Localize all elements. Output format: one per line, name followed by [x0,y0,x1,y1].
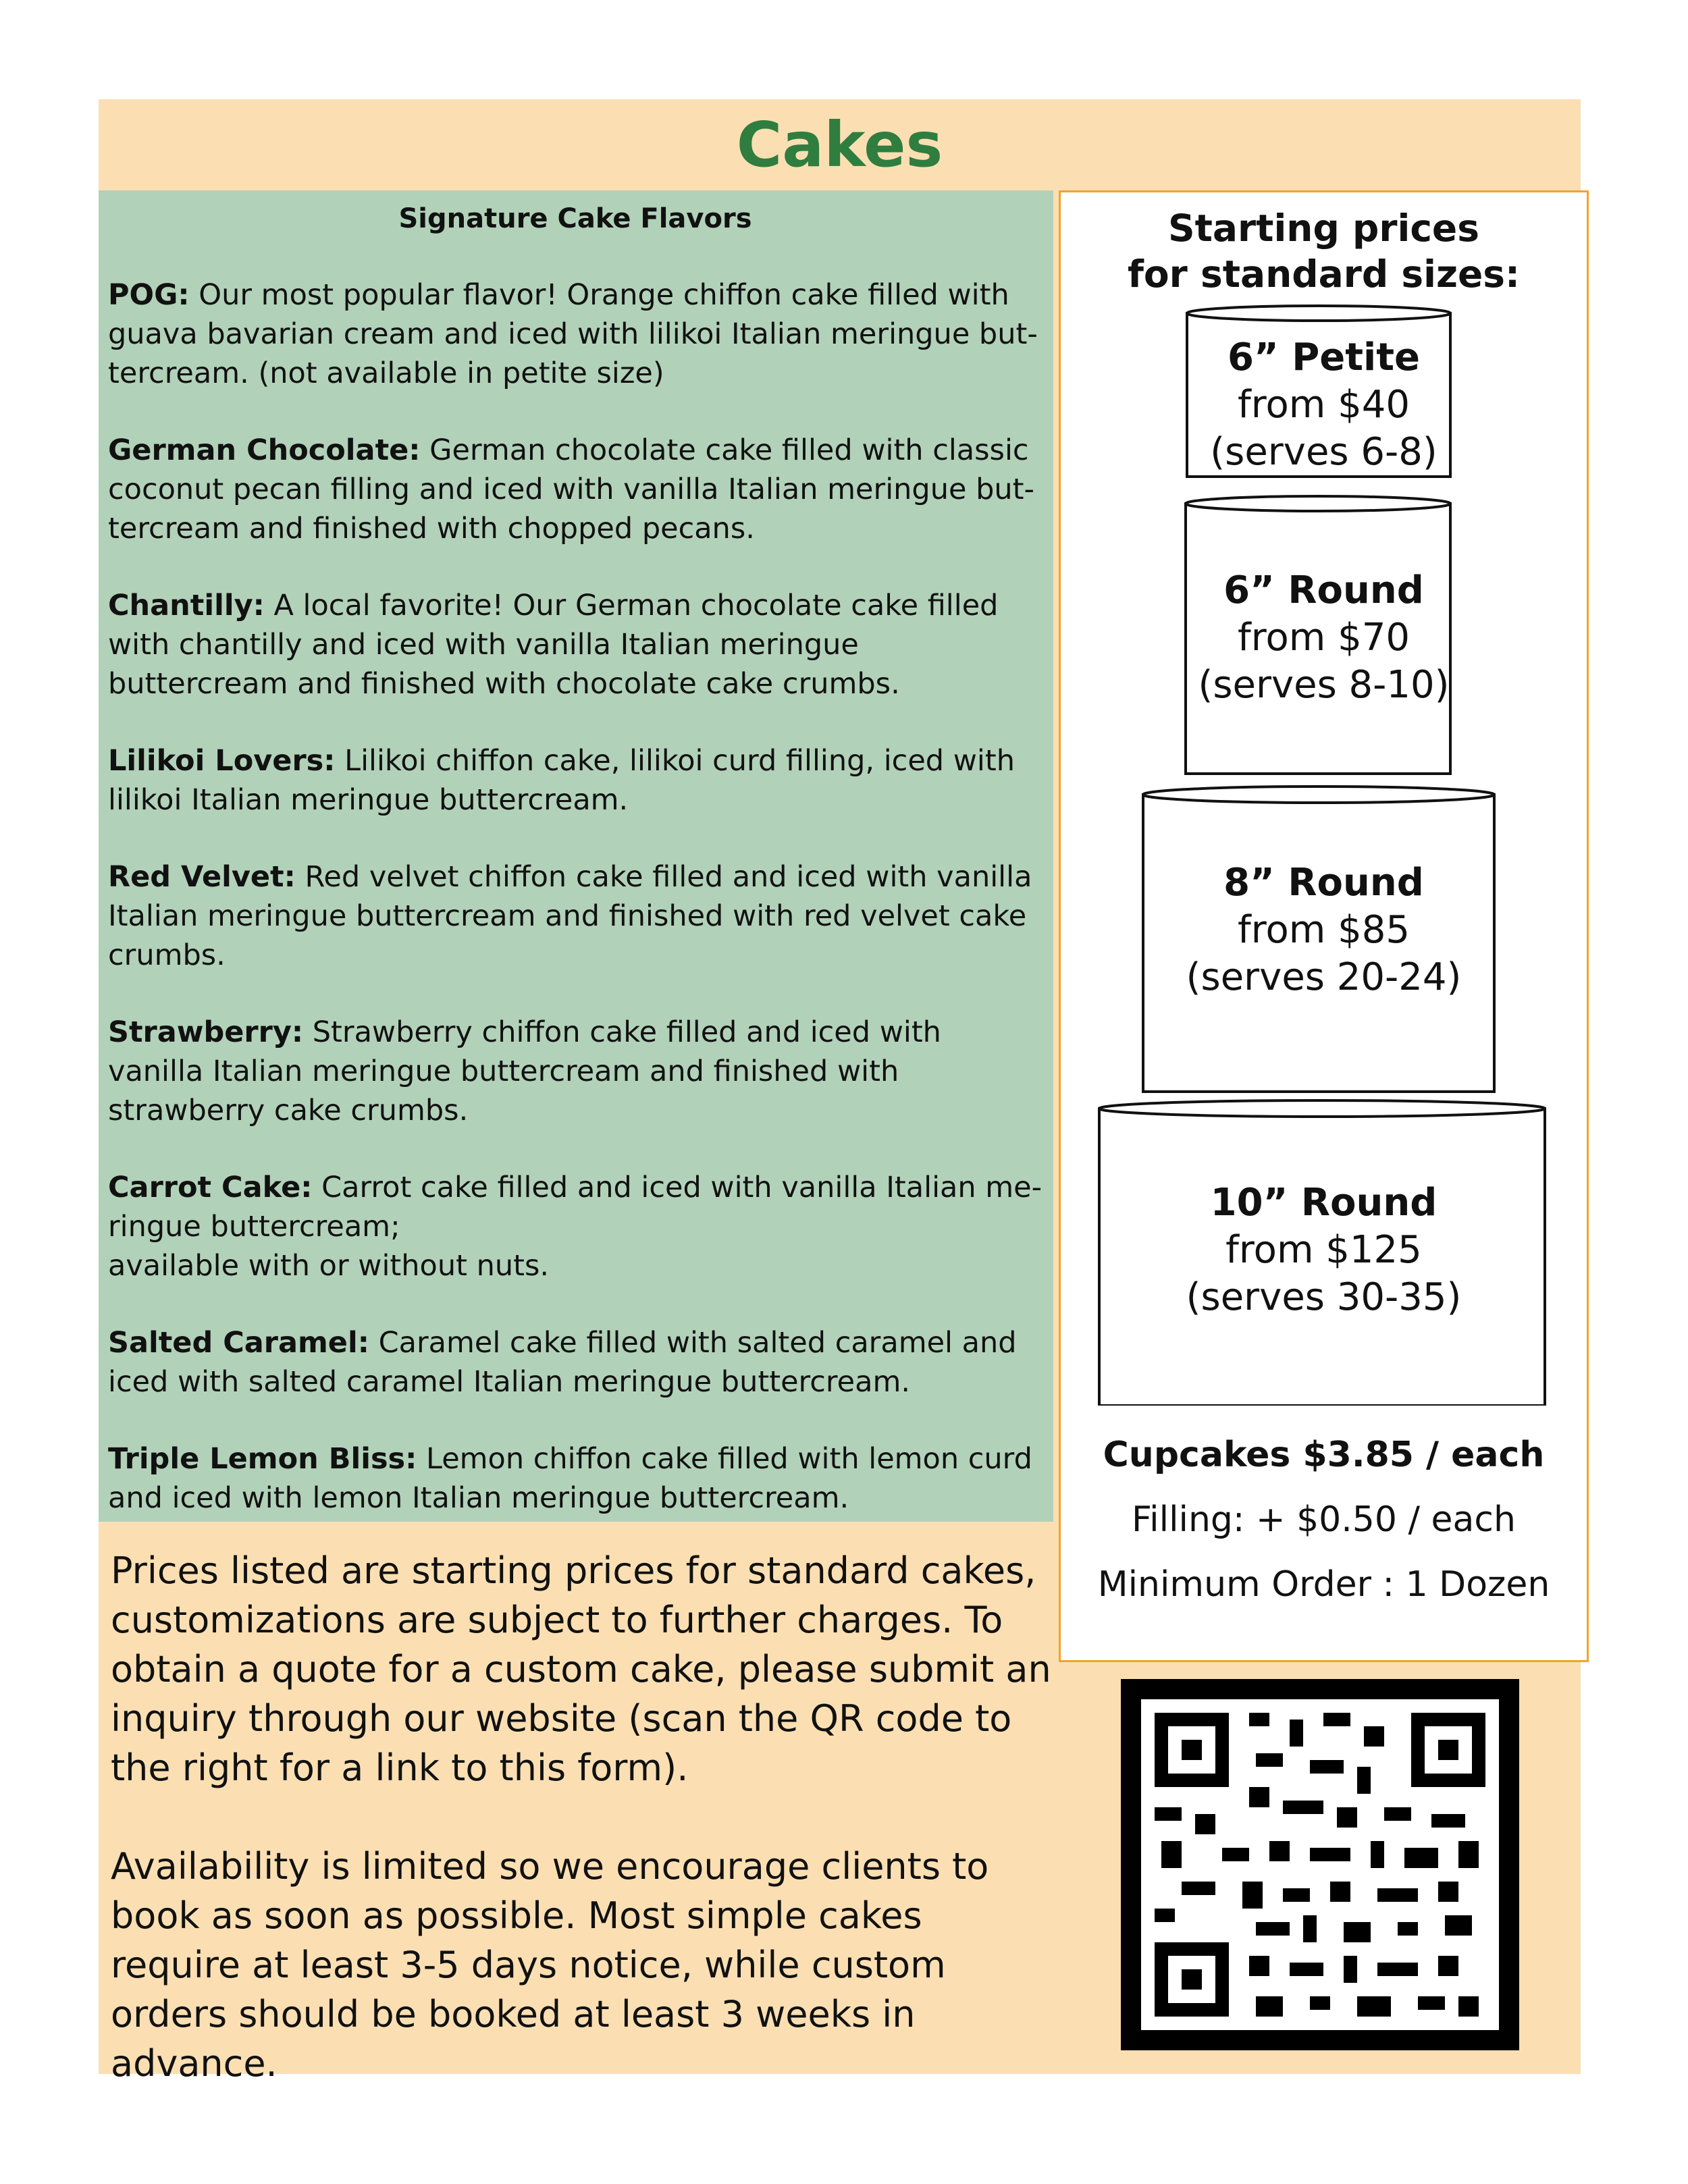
flavor-description: Red velvet chiffon cake filled and iced with vanilla Italian meringue buttercream and finished with red velvet cake crumbs. [108,860,1032,972]
tier-price: from $125 [1225,1228,1422,1272]
flavor-item [108,1168,1043,1285]
flavor-name: POG: [108,278,190,312]
tier-name: 6” Petite [1227,336,1420,379]
flavor-description: Carrot cake filled and iced with vanilla Italian me-ringue buttercream; [108,1171,1043,1244]
ordering-notes [111,1546,1056,2137]
tier-price: from $85 [1237,908,1410,952]
flavor-note: available with or without nuts. [108,1249,550,1283]
flavor-name: Salted Caramel: [108,1326,369,1360]
price-heading-line1: Starting prices [1168,207,1479,250]
tier-10-round-top [1099,1100,1545,1117]
flavor-item [108,1013,1043,1130]
flavor-description: Our most popular flavor! Orange chiffon cake filled with guava bavarian cream and iced with lilikoi Italian meringue but-tercream. (not available in petite size) [108,278,1038,390]
flavor-description: German chocolate cake filled with classic coconut pecan filling and iced with vanilla Italian meringue but-tercream and finished with chopped pecans. [108,433,1034,545]
flavor-name: Red Velvet: [108,860,296,894]
flavor-description: Strawberry chiffon cake filled and iced with vanilla Italian meringue buttercream and finished with strawberry cake crumbs. [108,1015,941,1127]
flavors-panel [99,190,1053,1522]
flavor-item [108,586,1043,703]
tier-petite-top [1187,306,1450,321]
availability-note: Availability is limited so we encourage clients to book as soon as possible. Most simple cakes require at least 3-5 days notice, while custom orders should be booked at least 3 weeks in advance. [111,1845,989,2085]
tier-8-round-label [1059,859,1589,1001]
flavors-heading: Signature Cake Flavors [398,203,752,234]
minimum-order: Minimum Order : 1 Dozen [1097,1564,1550,1605]
tier-name: 6” Round [1223,568,1424,612]
tier-6-round-top [1186,496,1450,511]
tier-8-round-top [1143,787,1494,803]
tier-serves: (serves 6-8) [1210,430,1438,474]
flavor-description: Caramel cake filled with salted caramel and iced with salted caramel Italian meringue buttercream. [108,1326,1017,1399]
page-title: Cakes [736,109,943,181]
flavor-name: Strawberry: [108,1015,304,1049]
flavor-description: Lilikoi chiffon cake, lilikoi curd filling, iced with lilikoi Italian meringue buttercream. [108,744,1015,817]
tier-petite-label [1059,334,1589,476]
flavor-description: A local favorite! Our German chocolate cake filled with chantilly and iced with vanilla Italian meringue buttercream and finished with chocolate cake crumbs. [108,589,999,701]
tier-price: from $70 [1237,616,1410,660]
flavor-name: Chantilly: [108,589,265,622]
flavor-item [108,1439,1043,1518]
flavor-name: German Chocolate: [108,433,421,467]
flavor-name: Lilikoi Lovers: [108,744,336,778]
tier-price: from $40 [1237,383,1410,427]
flavor-item [108,857,1043,975]
title-bar [99,99,1581,190]
pricing-note: Prices listed are starting prices for standard cakes, customizations are subject to further charges. To obtain a quote for a custom cake, please submit an inquiry through our website (scan the QR code to the right for a link to this form). [111,1549,1051,1789]
tier-serves: (serves 8-10) [1198,663,1450,707]
flavor-item [108,1323,1043,1402]
cupcake-info [1059,1431,1589,1626]
flavor-item [108,275,1043,393]
tier-serves: (serves 20-24) [1186,955,1462,999]
flavor-name: Carrot Cake: [108,1171,313,1204]
cupcake-price: Cupcakes $3.85 / each [1103,1435,1545,1475]
tier-10-round-label [1059,1179,1589,1321]
price-heading-line2: for standard sizes: [1127,252,1521,296]
flavor-description: Lemon chiffon cake filled with lemon curd and iced with lemon Italian meringue buttercream. [108,1442,1032,1515]
tier-name: 8” Round [1223,861,1424,905]
tier-name: 10” Round [1210,1181,1438,1225]
qr-code-pattern [1121,1679,1519,2050]
flavor-item [108,431,1043,548]
flavor-name: Triple Lemon Bliss: [108,1442,417,1476]
flavor-item [108,741,1043,820]
qr-code-icon[interactable] [1121,1679,1519,2050]
tier-serves: (serves 30-35) [1186,1275,1462,1319]
tier-6-round-label [1059,567,1589,709]
filling-price: Filling: + $0.50 / each [1132,1499,1516,1540]
